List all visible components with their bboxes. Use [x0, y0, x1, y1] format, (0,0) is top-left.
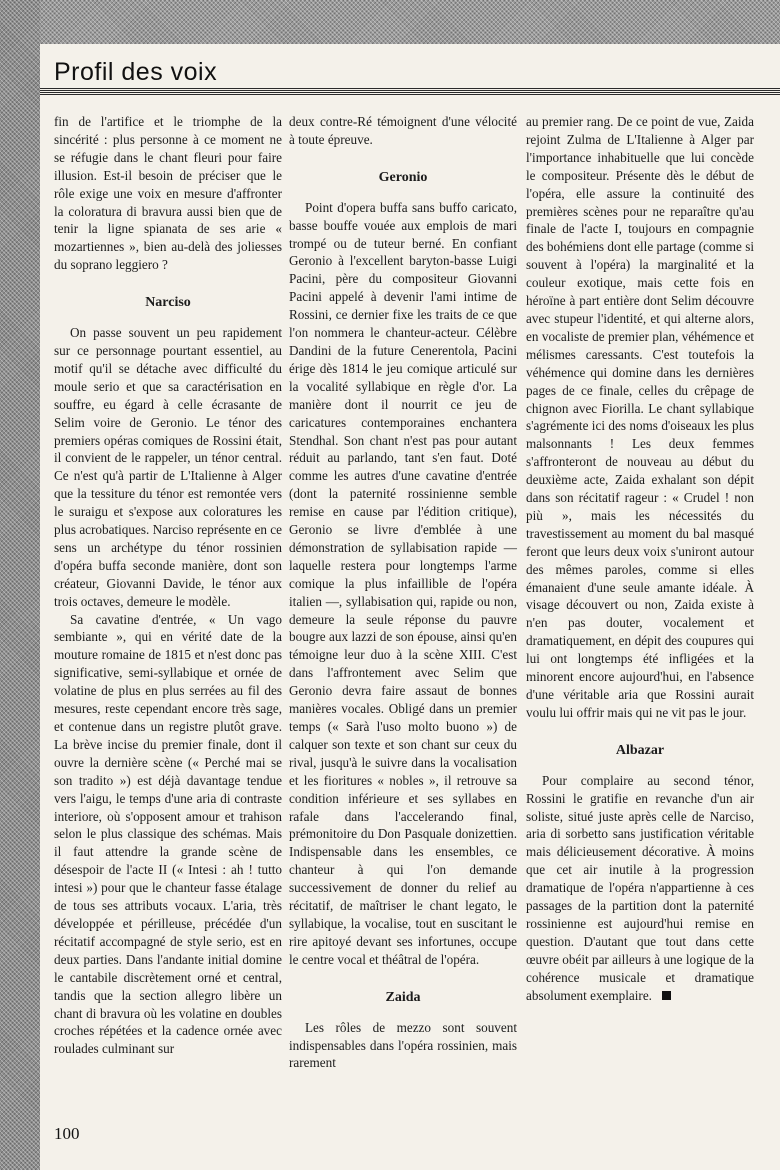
decorative-header-band — [40, 0, 780, 44]
paragraph: deux contre-Ré témoignent d'une vélocité à toute épreuve. — [289, 114, 517, 147]
section-title: Profil des voix — [54, 58, 218, 86]
text-column-2 — [289, 113, 517, 1072]
text-column-1 — [54, 113, 282, 1058]
paragraph: Point d'opera buffa sans buffo caricato, basse bouffe vouée aux emplois de mari trompé ou de tuteur berné. En confiant Geronio à l'excellent baryton-basse Luigi Pacini, père du compositeur Giovanni Pacini appelé à devenir l'ami intime de Rossini, ce dernier fixe les traits de ce que l'on nommera le chanteur-acteur. Célèbre Dandini de la future Cenerentola, Pacini érige dès 1814 le jeu comique articulé sur la vocalité syllabique en règle d'or. La manière dont il nourrit ce jeu de caricatures contemporaines enchantera Stendhal. Son chant n'est pas pour autant réduit au parlando, tant s'en faut. Doté comme les autres d'une cavatine d'entrée (dont la paternité rossinienne semble remise en cause par l'édition critique), Geronio se livre d'emblée à une démonstration de syllabisation rapide — laquelle restera pour longtemps l'arme comique la plus infaillible de l'opéra italien —, syllabisation qui, rapide ou non, demeure la seule réponse du pauvre bougre aux lazzi de son épouse, ainsi qu'en témoigne leur duo à la scène XIII. C'est dans l'affrontement avec Selim que Geronio devra faire assaut de bonnes manières vocales. Obligé dans un premier temps (« Sarà l'uso molto buono ») de calquer son texte et son chant sur ceux du rival, jusqu'à le suivre dans la vocalisation et les fioritures « nobles », il retrouve sa condition inférieure et ses syllabes en rafale dans l'accelerando final, prémonitoire du Don Pasquale donizettien. Indispensable dans les ensembles, ce chanteur à qui l'on demande successivement de donner du relief au récitatif, de maîtriser le chant legato, le syllabique, la vocalise, tout en suscitant le rire apitoyé devant ses infortunes, occupe le centre vocal et théâtral de l'opéra. — [289, 199, 517, 967]
page-number: 100 — [54, 1124, 80, 1143]
paragraph: au premier rang. De ce point de vue, Zaida rejoint Zulma de L'Italienne à Alger par l'importance inhabituelle que lui concède le compositeur. Présente dès le début de l'opéra, elle assure la continuité des premières scènes pour ne reparaître qu'au finale de l'acte I, toujours en compagnie des bohémiens dont elle partage (comme si souvent à l'opéra) la marginalité et la couleur exotique, mais cette fois en héroïne à part entière dont Selim découvre avec stupeur l'identité, et qui alterne alors, en vocaliste de premier plan, véhémence et mélismes caressants. C'est toutefois la véhémence qui domine dans les dernières pages de ce finale, celles du crêpage de chignon avec Fiorilla. Le chant syllabique s'agrémente ici des noms d'oiseaux les plus malsonnants ! Les deux femmes s'affronteront de nouveau au début du deuxième acte, Zaida exhalant son dépit dans son récitatif rageur : « Crudel ! non più », mais les nécessités du travestissement au moment du bal masqué feront que leurs deux voix s'uniront autour des mêmes paroles, comme si elles émanaient d'une seule amante idéale. À visage découvert ou non, Zaida existe à n'en pas douter, vocalement et dramatiquement, en dépit des coupures qui lui ont longtemps été infligées et la minorent encore aujourd'hui, en l'absence d'une véritable aria que Rossini aurait voulu lui offrir mais qui ne vit pas le jour. — [526, 114, 754, 720]
paragraph: Les rôles de mezzo sont souvent indispensables dans l'opéra rossinien, mais rarement — [289, 1019, 517, 1071]
paragraph-text: Pour complaire au second ténor, Rossini le gratifie en revanche d'un air soliste, situé juste après celle de Narciso, aria di sorbetto sans justification véritable mais délicieusement décorative. À moins que cet air inutile à la progression dramatique de l'opéra n'appartienne à ces passages de la partition dont la paternité rossinienne est aujourd'hui remise en question. D'autant que tout dans cette œuvre obéit par ailleurs à une logique de la cohérence musicale et dramatique absolument exemplaire. — [526, 772, 754, 1003]
paragraph: fin de l'artifice et le triomphe de la sincérité : plus personne à ce moment ne se réfugie dans le chant fleuri pour faire illusion. Est-il besoin de préciser que le rôle exige une voix en mesure d'affronter la coloratura di bravura aussi bien que de tenir la ligne spianata de ses arie « mozartiennes », bien au-delà des joliesses du soprano leggiero ? — [54, 114, 282, 273]
text-column-3 — [526, 113, 754, 1005]
paragraph: On passe souvent un peu rapidement sur ce personnage pourtant essentiel, au motif qu'il se détache avec difficulté du moule serio et que sa caractérisation en souffre, eu égard à celle écrasante de Selim voire de Geronio. Le ténor des premiers opéras comiques de Rossini était, il convient de le rappeler, un ténor central. Ce n'est qu'à partir de L'Italienne à Alger que la tessiture du ténor est remontée vers le suraigu et s'expose aux coloratures les plus acrobatiques. Narciso représente en ce sens un archétype du ténor rossinien d'opéra buffa seconde manière, dont son créateur, Giovanni Davide, le ténor aux trois octaves, demeure le modèle. — [54, 325, 282, 609]
heading-zaida: Zaida — [385, 989, 421, 1005]
heading-geronio: Geronio — [378, 169, 428, 185]
header-rule — [40, 88, 780, 96]
heading-albazar: Albazar — [615, 742, 665, 758]
heading-narciso: Narciso — [145, 295, 191, 311]
end-of-article-mark — [662, 991, 671, 1000]
paragraph-last — [526, 772, 754, 1005]
paragraph: Sa cavatine d'entrée, « Un vago sembiante », qui en vérité date de la mouture romaine de 1815 et n'est donc pas significative, semi-syllabique et ornée de volatine de plus en plus serrées au fil des mesures, reste cependant encore très sage, et contenue dans un registre plutôt grave. La brève incise du premier finale, dont il ouvre la dernière scène (« Perché mai se son tradito ») est déjà davantage tendue vers l'aigu, le temps d'une aria di contraste interiore, où s'opposent amour et trahison selon le plus classique des schémas. Mais il faut attendre la grande scène de désespoir de l'acte II (« Intesi : ah ! tutto intesi ») pour que le chanteur fasse étalage de tous ses attributs vocaux. L'aria, très développée et périlleuse, précédée d'un récitatif accompagné de style serio, est en deux parties. Dans l'andante initial domine le cantabile discrètement orné et central, tandis que la section allegro libère un chant di bravura où les volatine en doubles croches répétées et la cadence ornée avec roulades culminant sur — [54, 611, 282, 1057]
decorative-side-band — [0, 0, 40, 1170]
